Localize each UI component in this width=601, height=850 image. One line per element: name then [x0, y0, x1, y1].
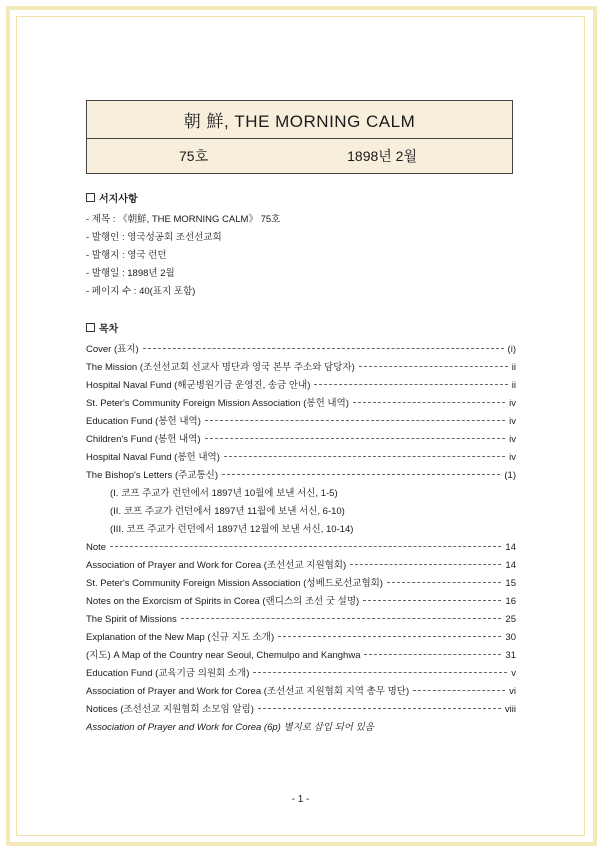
dot-leader [364, 654, 501, 655]
bibliography-line: - 제목 : 《朝鮮, THE MORNING CALM》 75호 [86, 214, 281, 225]
dot-leader [205, 420, 505, 421]
bibliography-line: - 발행인 : 영국성공회 조선선교회 [86, 232, 222, 243]
dot-leader [205, 438, 506, 439]
toc-entry: Note 14 [86, 542, 516, 553]
toc-entry: Cover (표지) (i) [86, 344, 516, 355]
bibliography-section [86, 190, 516, 301]
toc-sub-entry: (II. 코프 주교가 런던에서 1897년 11월에 보낸 서신, 6-10) [110, 506, 345, 517]
toc-entry: St. Peter's Community Foreign Mission Association (봉헌 내역) iv [86, 398, 516, 409]
dot-leader [278, 636, 501, 637]
bibliography-line: - 발행일 : 1898년 2월 [86, 268, 175, 279]
toc-sub-entry: (III. 코프 주교가 런던에서 1897년 12월에 보낸 서신, 10-14) [110, 524, 354, 535]
dot-leader [413, 690, 505, 691]
toc-entry: The Spirit of Missions 25 [86, 614, 516, 625]
dot-leader [143, 348, 504, 349]
bibliography-heading: 서지사항 [99, 194, 138, 205]
checkbox-icon [86, 323, 95, 332]
dot-leader [387, 582, 501, 583]
document-title: 朝 鮮, THE MORNING CALM [87, 101, 513, 139]
toc-entry: Notices (조선선교 지원협회 소모임 알림) viii [86, 704, 516, 715]
issue-date: 1898년 2월 [347, 148, 417, 164]
dot-leader [110, 546, 501, 547]
toc-entry: Education Fund (교육기금 의원회 소개) v [86, 668, 516, 679]
toc-note: Association of Prayer and Work for Corea (6p) 별지로 삽입 되어 있음 [86, 722, 374, 733]
toc-entry: Association of Prayer and Work for Corea (조선선교 지원협회 지역 총무 명단) vi [86, 686, 516, 697]
dot-leader [363, 600, 501, 601]
toc-entry: Education Fund (봉헌 내역) iv [86, 416, 516, 427]
toc-entry: The Mission (조선선교회 선교사 명단과 영국 본부 주소와 담당자) ii [86, 362, 516, 373]
dot-leader [253, 672, 507, 673]
dot-leader [181, 618, 502, 619]
dot-leader [314, 384, 507, 385]
toc-entry: The Bishop's Letters (주교통신) (1) [86, 470, 516, 481]
issue-number: 75호 [179, 148, 209, 164]
checkbox-icon [86, 193, 95, 202]
page-number: - 1 - [291, 794, 310, 805]
toc-entry: Association of Prayer and Work for Corea (조선선교 지원협회) 14 [86, 560, 516, 571]
dot-leader [258, 708, 501, 709]
toc-sub-entry: (I. 코프 주교가 런던에서 1897년 10월에 보낸 서신, 1-5) [110, 488, 338, 499]
dot-leader [350, 564, 501, 565]
bibliography-line: - 발행지 : 영국 런던 [86, 250, 167, 261]
toc-entry: (지도) A Map of the Country near Seoul, Chemulpo and Kanghwa 31 [86, 650, 516, 661]
toc-entry: St. Peter's Community Foreign Mission Association (성베드로선교협회) 15 [86, 578, 516, 589]
dot-leader [359, 366, 508, 367]
dot-leader [222, 474, 500, 475]
dot-leader [224, 456, 505, 457]
toc-entry: Explanation of the New Map (신규 지도 소개) 30 [86, 632, 516, 643]
dot-leader [353, 402, 505, 403]
toc-entry: Hospital Naval Fund (해군병원기금 운영진, 송금 안내) ii [86, 380, 516, 391]
toc-entry: Children's Fund (봉헌 내역) iv [86, 434, 516, 445]
title-table [86, 100, 513, 174]
toc-section [86, 320, 516, 737]
toc-heading: 목차 [99, 324, 119, 335]
toc-entry: Notes on the Exorcism of Spirits in Corea (랜디스의 조선 굿 설명) 16 [86, 596, 516, 607]
toc-entry: Hospital Naval Fund (봉헌 내역) iv [86, 452, 516, 463]
bibliography-line: - 페이지 수 : 40(표지 포함) [86, 286, 196, 297]
